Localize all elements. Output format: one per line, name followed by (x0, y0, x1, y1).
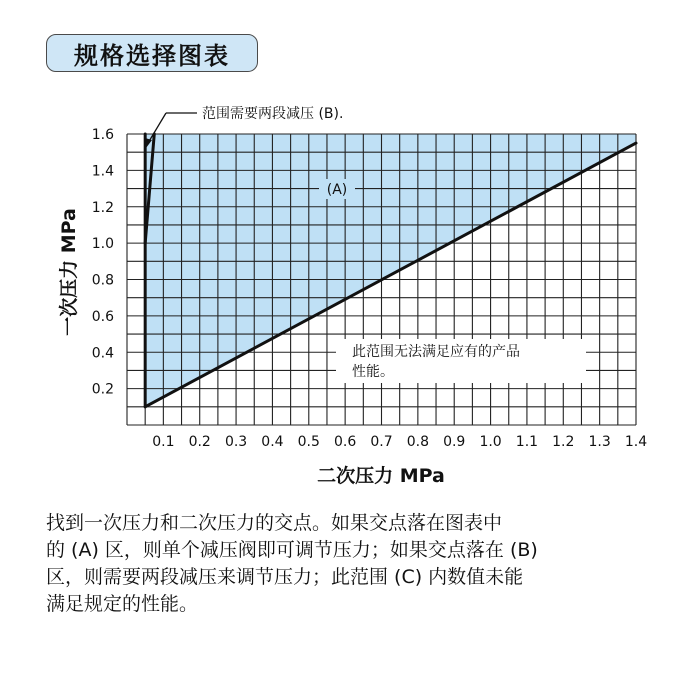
x-tick-label: 0.9 (443, 434, 466, 450)
x-tick-label: 0.3 (224, 434, 248, 450)
explanation-text (46, 510, 646, 618)
y-tick-label: 0.4 (91, 345, 114, 362)
y-axis-label: 一次压力 MPa (58, 208, 80, 336)
region-c-label-line: 此范围无法满足应有的产品 (352, 344, 520, 360)
y-tick-label: 0.6 (91, 308, 114, 325)
explanation-line: 找到一次压力和二次压力的交点。如果交点落在图表中 (46, 512, 503, 534)
explanation-line: 的 (A) 区，则单个减压阀即可调节压力；如果交点落在 (B) (46, 539, 538, 561)
region-b-label: 范围需要两段减压 (B). (202, 106, 344, 122)
explanation-line: 区，则需要两段减压来调节压力；此范围 (C) 内数值未能 (46, 566, 524, 588)
y-tick-label: 0.2 (91, 381, 114, 398)
x-tick-label: 0.4 (261, 434, 284, 450)
x-tick-label: 0.1 (152, 434, 175, 450)
y-tick-label: 1.4 (91, 163, 114, 180)
x-tick-label: 0.7 (370, 434, 393, 450)
y-tick-label: 1.6 (91, 127, 114, 143)
explanation-line: 满足规定的性能。 (46, 593, 199, 615)
x-tick-label: 1.4 (624, 434, 648, 450)
region-c-label-line: 性能。 (352, 364, 394, 380)
y-tick-label: 1.2 (91, 199, 114, 216)
x-tick-label: 0.5 (297, 434, 320, 450)
x-tick-label: 0.8 (406, 434, 429, 450)
x-tick-label: 1.3 (588, 434, 611, 450)
y-tick-label: 1.0 (91, 236, 114, 253)
x-tick-label: 1.0 (479, 434, 502, 450)
x-tick-label: 1.2 (552, 434, 575, 450)
region-a-label: (A) (326, 182, 348, 198)
y-tick-label: 0.8 (91, 272, 114, 289)
x-tick-label: 0.6 (334, 434, 357, 450)
x-tick-label: 1.1 (515, 434, 539, 450)
x-axis-label: 二次压力 MPa (317, 465, 445, 487)
x-tick-label: 0.2 (188, 434, 211, 450)
page-title: 规格选择图表 (74, 41, 230, 70)
